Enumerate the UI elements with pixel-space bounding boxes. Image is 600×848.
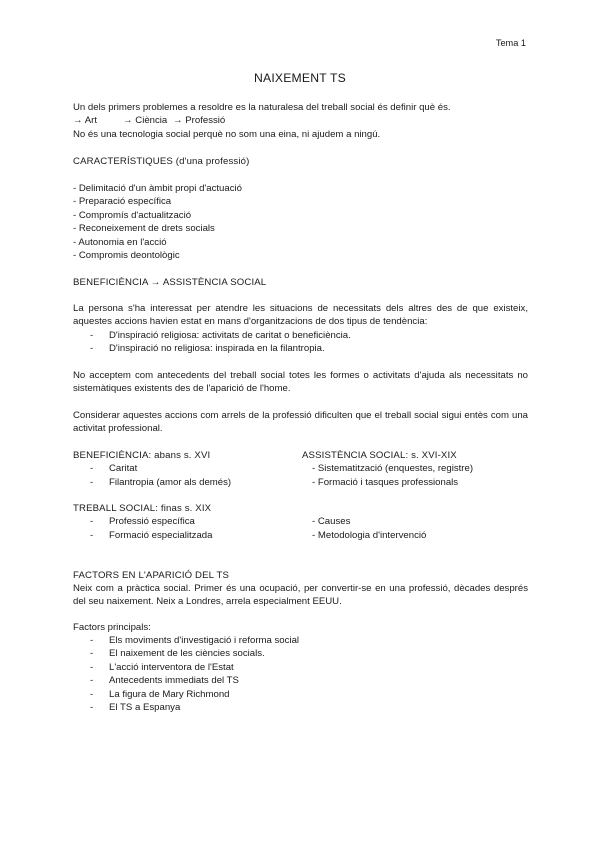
list-item: - Reconeixement de drets socials	[73, 223, 215, 235]
paragraph: No acceptem com antecedents del treball social totes les formes o activitats d'ajuda als necessitats no sistemàtiques existents des de l'aparició de l'home.	[73, 370, 528, 395]
period-heading: TREBALL SOCIAL: finas s. XIX	[73, 503, 212, 514]
paragraph: Considerar aquestes accions com arrels de la professió dificulten que el treball social sigui entès com una activitat professional.	[73, 410, 528, 435]
arrow-item: → Professió	[173, 115, 226, 127]
list-item: - Formació especialitzada	[73, 529, 528, 542]
intro-line: No és una tecnologia social perquè no som una eina, ni ajudem a ningú.	[73, 128, 381, 140]
factors-list	[73, 634, 528, 714]
list-item: - Caritat	[73, 462, 528, 475]
list-item: - Autonomia en l'acció	[73, 236, 167, 248]
paragraph: La persona s'ha interessat per atendre les situacions de necessitats dels altres des de que existeix, aquestes accions havien estat en mans d'organitzacions de dos tipus de tendència:	[73, 303, 528, 328]
list-item: - Metodologia d'intervenció	[312, 529, 427, 541]
arrow-item: → Art	[73, 115, 97, 127]
periods-block	[73, 449, 528, 489]
list-item: - Formació i tasques professionals	[312, 476, 459, 488]
period-heading: BENEFICIÈNCIA: abans s. XVI	[73, 450, 211, 461]
intro-section	[73, 101, 528, 141]
list-item: - El TS a Espanya	[73, 701, 528, 714]
treball-social-block	[73, 502, 528, 542]
list-item: - L'acció interventora de l'Estat	[73, 661, 528, 674]
list-item: - Compromís d'actualització	[73, 209, 192, 221]
arrow-list	[73, 114, 528, 127]
section-heading: CARACTERÍSTIQUES (d'una professió)	[73, 156, 250, 167]
list-item: - Preparació específica	[73, 196, 172, 208]
list-item: - Sistematització (enquestes, registre)	[312, 463, 474, 475]
characteristics-list	[73, 182, 528, 262]
page-title: NAIXEMENT TS	[253, 71, 347, 85]
tendency-list	[73, 329, 528, 356]
list-item: - D'inspiració no religiosa: inspirada en la filantropia.	[73, 342, 528, 355]
list-item: - Delimitació d'un àmbit propi d'actuació	[73, 183, 242, 194]
list-item: - Antecedents immediats del TS	[73, 674, 528, 687]
list-item: - Els moviments d'investigació i reforma social	[73, 634, 528, 647]
section-heading: FACTORS EN L'APARICIÓ DEL TS	[73, 570, 230, 581]
paragraph: Neix com a pràctica social. Primer és una ocupació, per convertir-se en una professió, dècades després del seu naixement. Neix a Londres, arrela especialment EEUU.	[73, 583, 528, 608]
section-heading: BENEFICIÈNCIA → ASSISTÈNCIA SOCIAL	[73, 277, 267, 288]
subheading: Factors principals:	[73, 622, 151, 633]
list-item: - Causes	[312, 516, 351, 528]
period-heading: ASSISTÈNCIA SOCIAL: s. XVI-XIX	[302, 450, 457, 461]
arrow-item: → Ciència	[123, 115, 168, 127]
list-item: - Filantropia (amor als demés)	[73, 476, 528, 489]
page-header-topic: Tema 1	[495, 38, 526, 48]
list-item: - Professió específica	[73, 515, 528, 528]
list-item: - El naixement de les ciències socials.	[73, 647, 528, 660]
list-item: - La figura de Mary Richmond	[73, 688, 528, 701]
list-item: - Compromis deontològic	[73, 250, 180, 262]
intro-line: Un dels primers problemes a resoldre es la naturalesa del treball social és definir què és.	[73, 102, 451, 113]
list-item: - D'inspiració religiosa: activitats de caritat o beneficiència.	[73, 329, 528, 342]
